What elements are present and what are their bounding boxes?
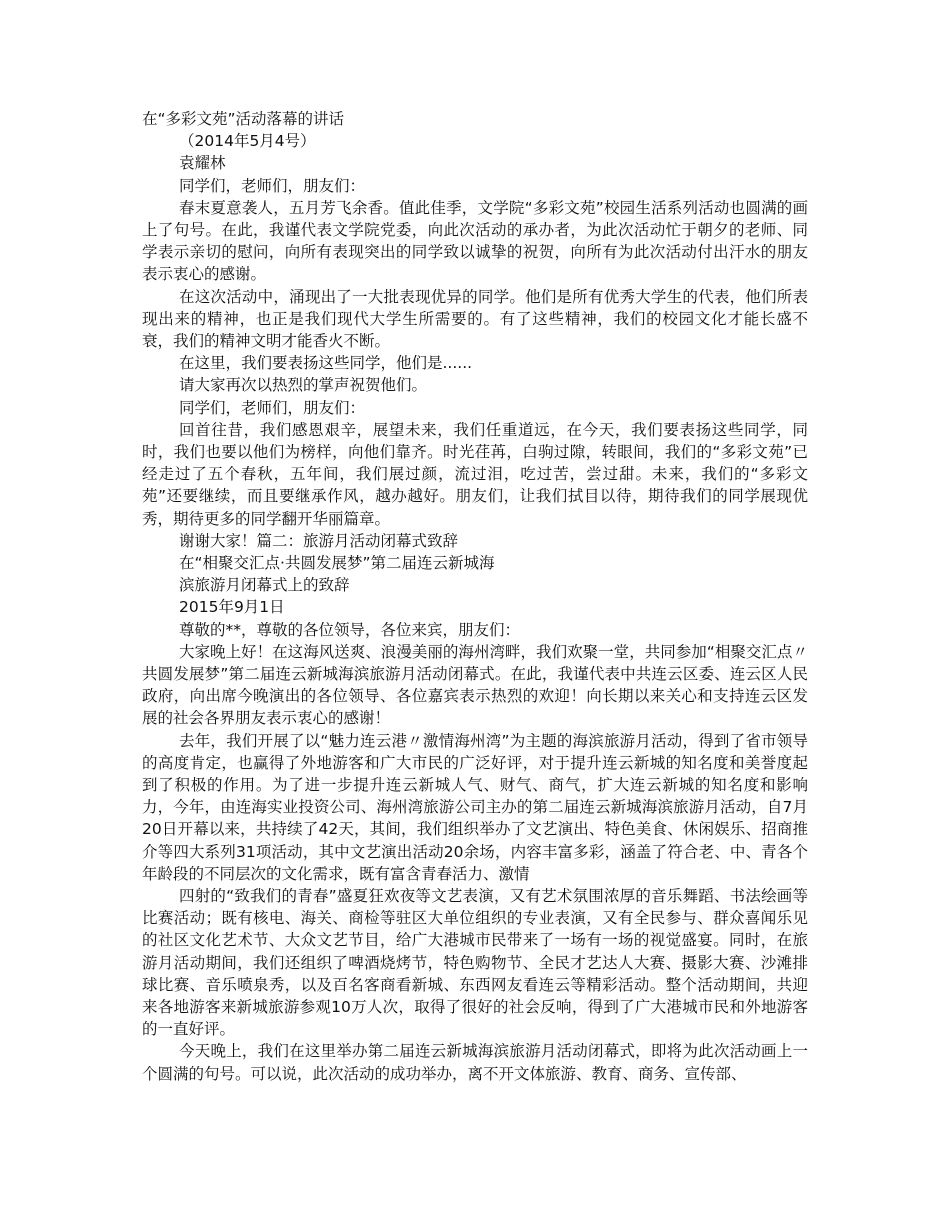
section-title: 滨旅游月闭幕式上的致辞 xyxy=(179,576,350,595)
salutation: 尊敬的**，尊敬的各位领导，各位来宾，朋友们： xyxy=(179,620,521,639)
paragraph-text: 回首往昔，我们感恩艰辛，展望未来，我们任重道远，在今天，我们要表扬这些同学，同时，我们也要以他们为榜样，向他们靠齐。时光荏苒，白驹过隙，转眼间，我们的“多彩文苑”已经走过了五个春秋，五年间，我们展过颜，流过泪，吃过苦，尝过甜。未来，我们的“多彩文苑”还要继续，而且要继承作风，越办越好。朋友们，让我们拭目以待，期待我们的同学展现优秀，期待更多的同学翻开华丽篇章。 xyxy=(142,420,808,528)
salutation: 同学们，老师们，朋友们： xyxy=(179,176,366,195)
paragraph-text: 大家晚上好！在这海风送爽、浪漫美丽的海州湾畔，我们欢聚一堂，共同参加“相聚交汇点〃共圆发展梦”第二届连云新城海滨旅游月活动闭幕式。在此，我谨代表中共连云区委、连云区人民政府，向出席今晚演出的各位领导、各位嘉宾表示热烈的欢迎！向长期以来关心和支持连云区发展的社会各界朋友表示衷心的感谢！ xyxy=(142,642,808,728)
salutation: 同学们，老师们，朋友们： xyxy=(179,398,366,417)
paragraph-text: 四射的“致我们的青春”盛夏狂欢夜等文艺表演，又有艺术氛围浓厚的音乐舞蹈、书法绘画等比赛活动；既有核电、海关、商检等驻区大单位组织的专业表演，又有全民参与、群众喜闻乐见的社区文化艺术节、大众文艺节目，给广大港城市民带来了一场有一场的视觉盛宴。同时，在旅游月活动期间，我们还组织了啤酒烧烤节，特色购物节、全民才艺达人大赛、摄影大赛、沙滩排球比赛、音乐喷泉秀，以及百名客商看新城、东西网友看连云等精彩活动。整个活动期间，共迎来各地游客来新城旅游参观10万人次，取得了很好的社会反响，得到了广大港城市民和外地游客的一直好评。 xyxy=(142,886,808,1039)
document-date: （2014年5月4号） xyxy=(179,132,316,151)
paragraph: 在这里，我们要表扬这些同学，他们是...... xyxy=(179,354,473,373)
paragraph xyxy=(142,1040,808,1084)
document-page xyxy=(142,108,808,1085)
paragraph: 请大家再次以热烈的掌声祝贺他们。 xyxy=(179,376,428,395)
section-title: 在“相聚交汇点·共圆发展梦”第二届连云新城海 xyxy=(179,553,495,572)
paragraph-text: 去年，我们开展了以“魅力连云港〃激情海州湾”为主题的海滨旅游月活动，得到了省市领导的高度肯定，也赢得了外地游客和广大市民的广泛好评，对于提升连云新城的知名度和美誉度起到了积极的作用。为了进一步提升连云新城人气、财气、商气，扩大连云新城的知名度和影响力，今年，由连海实业投资公司、海州湾旅游公司主办的第二届连云新城海滨旅游月活动，自7月20日开幕以来，共持续了42天，其间，我们组织举办了文艺演出、特色美食、休闲娱乐、招商推介等四大系列31项活动，其中文艺演出活动20余场，内容丰富多彩，涵盖了符合老、中、青各个年龄段的不同层次的文化需求，既有富含青春活力、激情 xyxy=(142,731,808,883)
paragraph xyxy=(142,197,808,286)
paragraph xyxy=(142,286,808,353)
document-title: 在“多彩文苑”活动落幕的讲话 xyxy=(142,110,345,128)
paragraph: 谢谢大家！篇二：旅游月活动闭幕式致辞 xyxy=(179,531,459,550)
paragraph-text: 今天晚上，我们在这里举办第二届连云新城海滨旅游月活动闭幕式，即将为此次活动画上一个圆满的句号。可以说，此次活动的成功举办，离不开文体旅游、教育、商务、宣传部、 xyxy=(142,1042,808,1083)
paragraph xyxy=(142,641,808,730)
paragraph xyxy=(142,885,808,1040)
paragraph-text: 在这次活动中，涌现出了一大批表现优异的同学。他们是所有优秀大学生的代表，他们所表现出来的精神，也正是我们现代大学生所需要的。有了这些精神，我们的校园文化才能长盛不衰，我们的精神文明才能香火不断。 xyxy=(142,287,808,350)
document-author: 袁耀林 xyxy=(179,154,226,173)
paragraph-text: 春末夏意袭人，五月芳飞余香。值此佳季，文学院“多彩文苑”校园生活系列活动也圆满的画上了句号。在此，我谨代表文学院党委，向此次活动的承办者，为此次活动忙于朝夕的老师、同学表示亲切的慰问，向所有表现突出的同学致以诚挚的祝贺，向所有为此次活动付出汗水的朋友表示衷心的感谢。 xyxy=(142,198,808,284)
paragraph xyxy=(142,730,808,885)
paragraph xyxy=(142,419,808,530)
section-date: 2015年9月1日 xyxy=(179,598,285,617)
